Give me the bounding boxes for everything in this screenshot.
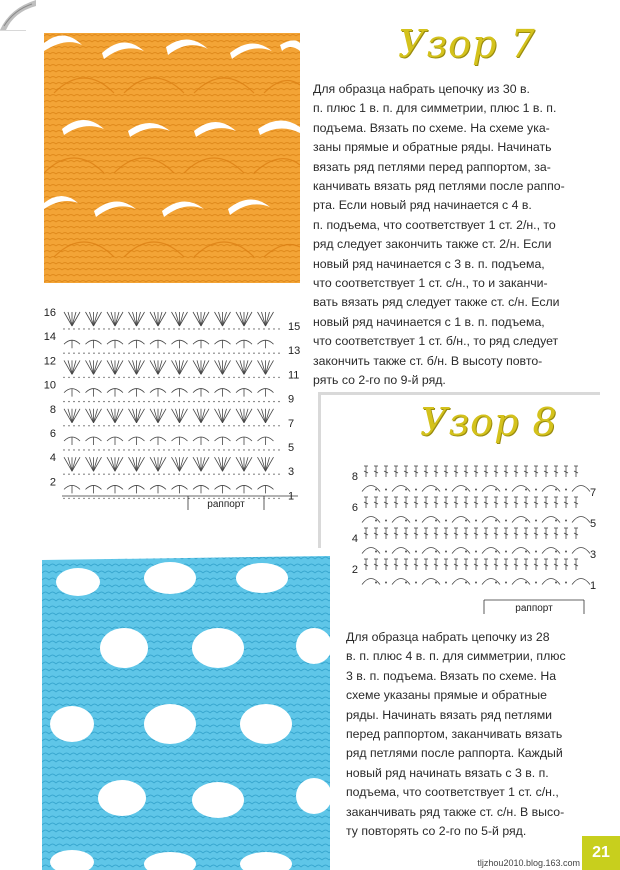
pattern7-description (313, 80, 605, 391)
text-line: новый ряд начинается с 1 в. п. подъема, (313, 314, 545, 329)
row-number: 12 (43, 355, 56, 368)
pattern8-description (346, 628, 582, 841)
row-number: 11 (288, 369, 300, 382)
text-line: подъема, что соответствует 1 ст. с/н., (346, 785, 559, 800)
text-line: рять со 2-го по 9-й ряд. (313, 373, 446, 388)
text-line: ряд петлями после раппорта. Каждый (346, 746, 563, 761)
section-divider-vertical (318, 392, 321, 548)
text-line: что соответствует 1 ст. с/н., то и заканчи- (313, 276, 548, 291)
row-number: 2 (49, 476, 56, 489)
row-number: 14 (43, 331, 56, 344)
pattern8-crochet-chart (344, 458, 606, 618)
text-line: что соответствует 1 ст. б/н., то ряд следует (313, 334, 559, 349)
pattern7-title: Узор 7 (398, 22, 536, 66)
pattern7-photo (44, 33, 300, 283)
text-line: перед раппортом, заканчивать вязать (346, 727, 563, 742)
text-line: канчивать вязать ряд петлями после раппо- (313, 179, 565, 194)
text-line: ряды. Начинать вязать ряд петлями (346, 707, 553, 722)
pattern7-crochet-chart (38, 300, 310, 522)
text-line: вязать ряд петлями перед раппортом, за- (313, 159, 551, 174)
row-number: 3 (288, 466, 295, 479)
row-number: 5 (590, 518, 597, 530)
row-number: 7 (288, 417, 295, 430)
text-line: п. подъема, что соответствует 1 ст. 2/н., то (313, 217, 556, 232)
text-line: новый ряд начинается с 3 в. п. подъема, (313, 256, 545, 271)
row-number: 2 (351, 564, 358, 576)
text-line: 3 в. п. подъема. Вязать по схеме. На (346, 668, 557, 683)
text-line: новый ряд начинать вязать с 3 в. п. (346, 765, 549, 780)
text-line: вать вязать ряд следует также ст. с/н. Если (313, 295, 560, 310)
text-line: заканчивать ряд также ст. с/н. В высо- (346, 804, 565, 819)
row-number: 3 (590, 549, 597, 561)
corner-ornament (0, 0, 36, 30)
row-number: 6 (49, 428, 56, 440)
row-number: 13 (288, 345, 301, 358)
text-line: заны прямые и обратные ряды. Начинать (313, 140, 552, 155)
row-number: 1 (288, 490, 295, 503)
row-number: 8 (49, 403, 56, 416)
pattern8-repeat-label: раппорт (515, 603, 553, 614)
row-number: 5 (288, 442, 295, 454)
text-line: ряд следует закончить также ст. 2/н. Если (313, 237, 552, 252)
text-line: Для образца набрать цепочку из 28 (346, 630, 550, 644)
row-number: 9 (288, 393, 295, 406)
text-line: Для образца набрать цепочку из 30 в. (313, 82, 530, 96)
row-number: 4 (49, 452, 56, 465)
pattern8-photo (42, 548, 330, 870)
row-number: 8 (351, 471, 358, 483)
text-line: закончить также ст. б/н. В высоту повто- (313, 353, 543, 368)
pattern7-repeat-label: раппорт (207, 499, 245, 510)
row-number: 1 (590, 580, 597, 592)
footer-url: tljzhou2010.blog.163.com (477, 858, 580, 868)
pattern8-title: Узор 8 (420, 400, 558, 444)
text-line: подъема. Вязать по схеме. На схеме ука- (313, 120, 550, 135)
row-number: 16 (43, 307, 56, 319)
text-line: рта. Если новый ряд начинается с 4 в. (313, 198, 532, 213)
row-number: 10 (43, 379, 56, 392)
text-line: в. п. плюс 4 в. п. для симметрии, плюс (346, 649, 566, 664)
row-number: 6 (351, 502, 358, 514)
page-number: 21 (582, 836, 620, 870)
text-line: п. плюс 1 в. п. для симметрии, плюс 1 в. п. (313, 101, 557, 116)
text-line: схеме указаны прямые и обратные (346, 688, 547, 703)
row-number: 7 (590, 487, 597, 499)
row-number: 15 (288, 321, 301, 333)
section-divider-horizontal (318, 392, 600, 395)
top-divider (0, 30, 26, 31)
row-number: 4 (351, 533, 358, 545)
text-line: ту повторять со 2-го по 5-й ряд. (346, 824, 527, 839)
